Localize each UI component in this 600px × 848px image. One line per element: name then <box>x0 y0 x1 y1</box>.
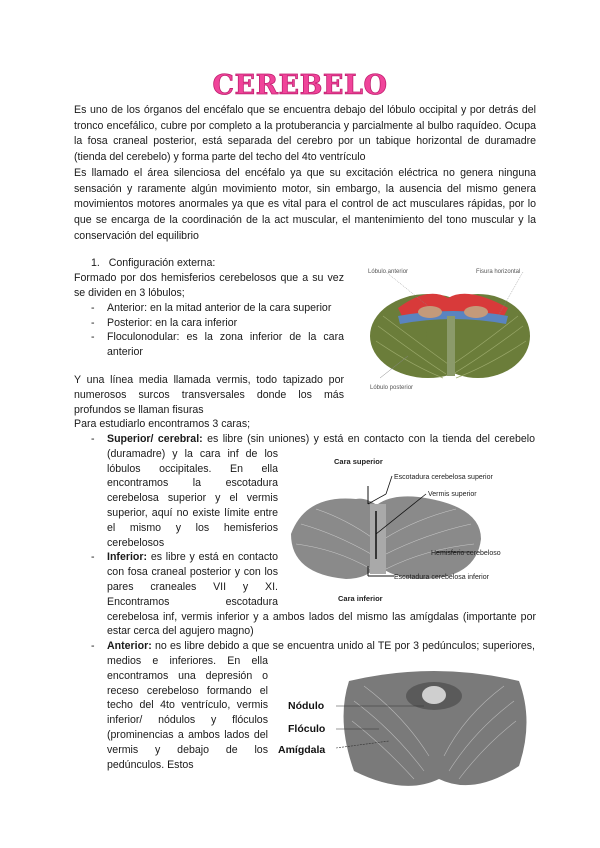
figure-label: Lóbulo posterior <box>370 385 414 392</box>
faces-list <box>74 432 536 772</box>
section-heading-text: Configuración externa: <box>108 257 216 270</box>
intro-paragraph-2: Es llamado el área silenciosa del encéfalo ya que su excitación eléctrica no genera ninguna sensación y raramente algún movimiento motor, sin embargo, la ausencia del mismo genera movimientos motores anormales ya que es vital para el control de act musculares rápidas, por lo que se encarga de la coordinación de la act muscular, el mantenimiento del tono muscular y la conservación del equilibrio <box>74 166 536 242</box>
face-label: Superior/ cerebral: <box>107 433 203 446</box>
faces-intro: Para estudiarlo encontramos 3 caras; <box>74 418 251 431</box>
figure-label-cara-inferior: Cara inferior <box>338 594 383 604</box>
external-configuration <box>74 256 536 432</box>
figure-label-floculo: Flóculo <box>288 723 326 736</box>
vermis-paragraph: Y una línea media llamada vermis, todo tapizado por numerosos surcos transversales donde los más profundos se llaman fisuras <box>74 373 344 416</box>
figure-label: Fisura horizontal <box>476 269 521 276</box>
face-anterior <box>74 639 536 772</box>
face-label: Anterior: <box>107 640 152 653</box>
face-label: Inferior: <box>107 551 148 564</box>
figure-label: Escotadura cerebelosa superior <box>394 474 493 482</box>
face-superior <box>74 432 536 550</box>
intro-section <box>74 103 536 244</box>
lobes-intro: Formado por dos hemisferios cerebelosos que a su vez se dividen en 3 lóbulos; <box>74 272 344 299</box>
figure-label-nodulo: Nódulo <box>288 700 325 713</box>
intro-paragraph: Es uno de los órganos del encéfalo que se encuentra debajo del lóbulo occipital y por detrás del tronco encefálico, cubre por completo a la protuberancia y parcialmente al bulbo raquídeo. Ocupa la fosa craneal posterior, está separada del cerebro por un tabique horizontal de duramadre (tienda del cerebelo) y forma parte del techo del 4to ventrículo <box>74 104 536 164</box>
figure-label: Escotadura cerebelosa inferior <box>394 574 489 582</box>
figure-label: Hemisferio cerebeloso <box>431 550 501 558</box>
face-text: es libre (sin uniones) y está en contacto con la tienda del cerebelo (duramadre) y la cara inf <box>107 433 536 460</box>
face-text: no es libre debido a que se encuentra unido al TE por 3 pedúnculos; superiores, medios e inferiores. <box>107 640 535 668</box>
page-title: CEREBELO <box>212 70 388 101</box>
figure-label: Lóbulo anterior <box>368 269 409 276</box>
document-body <box>74 103 536 796</box>
face-text-cont: En ella encontramos una depresión o receso cerebeloso formando el techo del 4to ventrículo, vermis inferior/ nódulos y flóculos (prominencias a ambos lados del vermis y debajo de los pedúnculos. Estos <box>107 655 268 771</box>
lobe-item: - Floculonodular: es la zona inferior de la cara anterior <box>74 330 536 360</box>
figure-label: Vermis superior <box>428 491 477 499</box>
figure-label-amigdala: Amígdala <box>278 744 326 757</box>
face-text-cont: ambos lados del mismo las amígdalas (importante por estar cerca del agujero magno) <box>107 610 536 638</box>
face-text: es libre y está en contacto con fosa craneal posterior y con los pares craneales VII y XI. Encontramos escotadura cerebelosa inf, vermis inferior y a <box>107 551 279 623</box>
section-number: 1. <box>91 257 100 270</box>
face-inferior <box>74 550 536 639</box>
face-text-cont: de los lóbulos occipitales. En ella encontramos la escotadura cerebelosa superior y el vermis superior, aquí no existe límite entre el mismo y los hemisferios cerebelosos <box>107 447 278 549</box>
figure-label-cara-superior: Cara superior <box>334 457 383 467</box>
lobe-item: - Anterior: en la mitad anterior de la cara superior <box>74 301 536 316</box>
lobe-item: - Posterior: en la cara inferior <box>74 316 536 331</box>
